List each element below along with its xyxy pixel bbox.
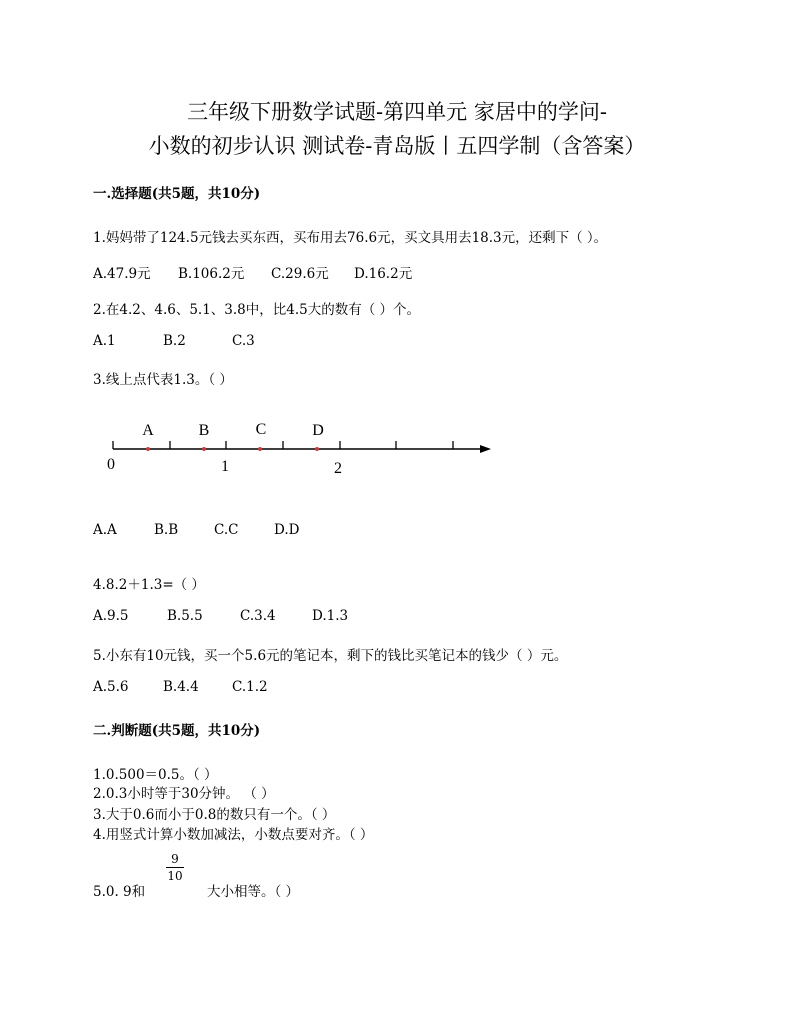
q4-option-d: D.1.3 xyxy=(312,608,349,624)
judge-question-5-suffix: 大小相等。（ ） xyxy=(207,884,300,900)
page-title-line2: 小数的初步认识 测试卷-青岛版丨五四学制（含答案） xyxy=(148,134,646,158)
judge-question-3: 3.大于0.6而小于0.8的数只有一个。（ ） xyxy=(93,807,336,823)
tick-label-2: 2 xyxy=(334,460,342,477)
page-title-line1: 三年级下册数学试题-第四单元 家居中的学问- xyxy=(187,100,607,124)
q5-option-b: B.4.4 xyxy=(163,679,199,695)
q4-option-b: B.5.5 xyxy=(167,608,203,624)
question-2: 2.在4.2、4.6、5.1、3.8中，比4.5大的数有（ ）个。 xyxy=(93,302,421,318)
q1-option-d: D.16.2元 xyxy=(354,266,413,282)
q1-option-c: C.29.6元 xyxy=(271,266,329,282)
point-d-dot xyxy=(315,447,319,451)
q3-option-a: A.A xyxy=(93,522,117,538)
q4-option-c: C.3.4 xyxy=(240,608,276,624)
fraction-nine-tenths xyxy=(166,852,184,883)
q4-option-a: A.9.5 xyxy=(93,608,129,624)
q3-option-d: D.D xyxy=(274,522,300,538)
q2-option-b: B.2 xyxy=(163,333,186,349)
judge-question-4: 4.用竖式计算小数加减法，小数点要对齐。（ ） xyxy=(93,827,374,843)
point-label-b: B xyxy=(198,422,210,439)
fraction-numerator: 9 xyxy=(171,852,179,866)
fraction-denominator: 10 xyxy=(167,869,183,883)
q2-option-c: C.3 xyxy=(232,333,255,349)
number-line-arrow-icon xyxy=(480,445,491,453)
tick-label-0: 0 xyxy=(107,456,115,473)
number-line-ticks xyxy=(113,441,453,449)
point-a-dot xyxy=(146,447,150,451)
section2-heading: 二.判断题(共5题，共10分) xyxy=(93,723,261,739)
tick-label-1: 1 xyxy=(221,458,229,475)
judge-question-1: 1.0.500＝0.5。（ ） xyxy=(93,767,218,783)
section1-heading: 一.选择题(共5题，共10分) xyxy=(93,186,261,202)
fraction-bar xyxy=(166,867,184,868)
q3-option-c: C.C xyxy=(214,522,239,538)
judge-question-5-prefix: 5.0. 9和 xyxy=(93,884,146,900)
number-line-figure xyxy=(100,412,500,482)
point-b-dot xyxy=(202,447,206,451)
q5-option-c: C.1.2 xyxy=(232,679,268,695)
point-c-dot xyxy=(258,447,262,451)
point-label-a: A xyxy=(142,422,154,439)
question-3: 3.线上点代表1.3。（ ） xyxy=(93,372,233,388)
point-label-c: C xyxy=(255,421,267,438)
q3-option-b: B.B xyxy=(154,522,179,538)
point-label-d: D xyxy=(312,422,324,439)
question-4: 4.8.2＋1.3=（ ） xyxy=(93,577,205,593)
q5-option-a: A.5.6 xyxy=(93,679,129,695)
question-5: 5.小东有10元钱，买一个5.6元的笔记本，剩下的钱比买笔记本的钱少（ ）元。 xyxy=(93,648,568,664)
q1-option-b: B.106.2元 xyxy=(178,266,245,282)
q2-option-a: A.1 xyxy=(93,333,116,349)
question-1: 1.妈妈带了124.5元钱去买东西，买布用去76.6元，买文具用去18.3元，还剩下（ ）。 xyxy=(93,230,608,246)
q1-option-a: A.47.9元 xyxy=(93,266,151,282)
judge-question-2: 2.0.3小时等于30分钟。 （ ） xyxy=(93,786,275,802)
